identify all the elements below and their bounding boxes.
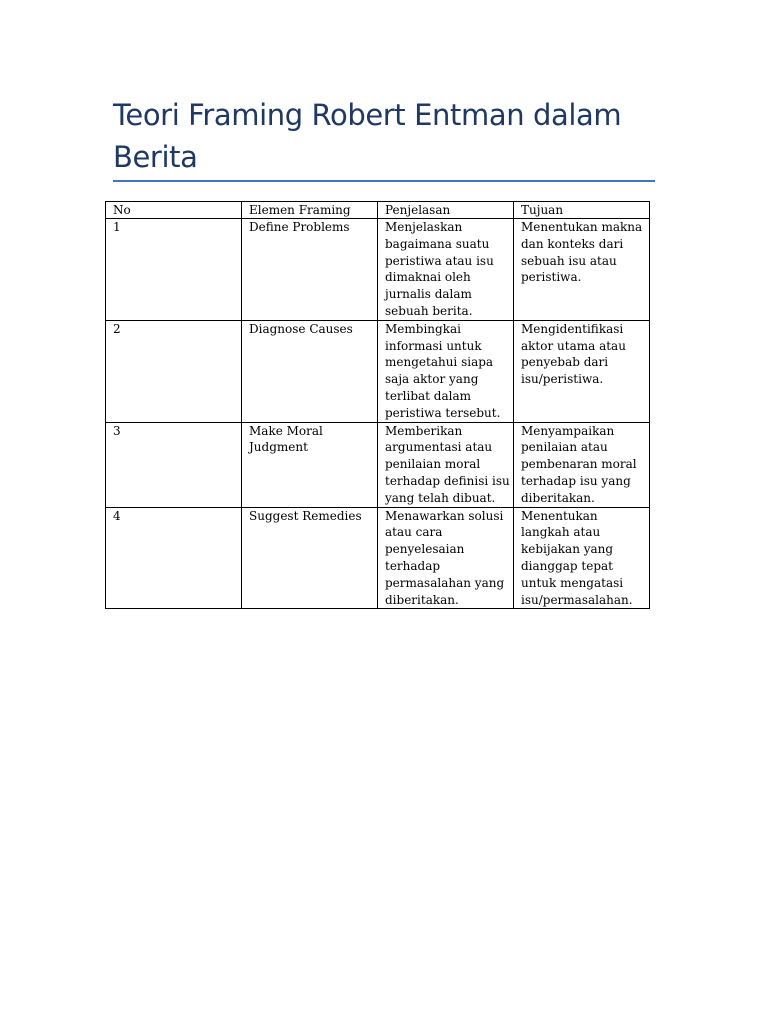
cell-no: 2 <box>106 320 242 422</box>
cell-elemen: Diagnose Causes <box>242 320 378 422</box>
cell-elemen: Make Moral Judgment <box>242 422 378 507</box>
cell-tujuan: Menentukan makna dan konteks dari sebuah isu atau peristiwa. <box>514 219 650 321</box>
cell-tujuan: Menentukan langkah atau kebijakan yang dianggap tepat untuk mengatasi isu/permasalahan. <box>514 507 650 609</box>
table-row <box>106 422 650 507</box>
document-title: Teori Framing Robert Entman dalam Berita <box>113 98 622 174</box>
table-row <box>106 320 650 422</box>
header-cell-elemen: Elemen Framing <box>242 202 378 219</box>
header-cell-penjelasan: Penjelasan <box>378 202 514 219</box>
framing-table <box>105 201 650 609</box>
cell-no: 4 <box>106 507 242 609</box>
title-underline <box>113 180 655 182</box>
table-row <box>106 219 650 321</box>
table-header-row <box>106 202 650 219</box>
cell-tujuan: Mengidentifikasi aktor utama atau penyebab dari isu/peristiwa. <box>514 320 650 422</box>
cell-penjelasan: Menjelaskan bagaimana suatu peristiwa atau isu dimaknai oleh jurnalis dalam sebuah berita. <box>378 219 514 321</box>
header-cell-no: No <box>106 202 242 219</box>
cell-elemen: Suggest Remedies <box>242 507 378 609</box>
cell-penjelasan: Menawarkan solusi atau cara penyelesaian terhadap permasalahan yang diberitakan. <box>378 507 514 609</box>
cell-elemen: Define Problems <box>242 219 378 321</box>
cell-penjelasan: Membingkai informasi untuk mengetahui siapa saja aktor yang terlibat dalam peristiwa tersebut. <box>378 320 514 422</box>
cell-no: 1 <box>106 219 242 321</box>
table-row <box>106 507 650 609</box>
cell-no: 3 <box>106 422 242 507</box>
cell-penjelasan: Memberikan argumentasi atau penilaian moral terhadap definisi isu yang telah dibuat. <box>378 422 514 507</box>
cell-tujuan: Menyampaikan penilaian atau pembenaran moral terhadap isu yang diberitakan. <box>514 422 650 507</box>
header-cell-tujuan: Tujuan <box>514 202 650 219</box>
